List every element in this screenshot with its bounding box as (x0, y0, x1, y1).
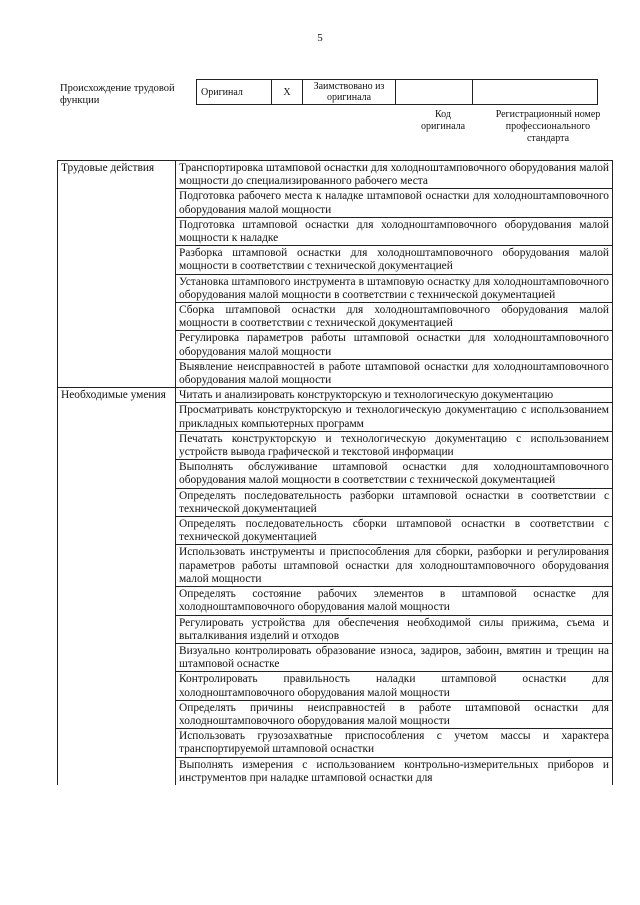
table-row (58, 388, 613, 403)
skill-item: Регулировать устройства для обеспечения необходимой силы прижима, съема и выталкивания изделий и отходов (176, 615, 613, 643)
labor-action-item: Разборка штамповой оснастки для холодноштамповочного оборудования малой мощности в соответствии с технической документацией (176, 246, 613, 274)
skill-item: Использовать инструменты и приспособления для сборки, разборки и регулирования параметров работы штамповой оснастки для холодноштамповочного оборудования малой мощности (176, 545, 613, 587)
skill-item: Выполнять обслуживание штамповой оснастки для холодноштамповочного оборудования малой мощности в соответствии с технической документацией (176, 460, 613, 488)
skill-item: Просматривать конструкторскую и технологическую документацию с использованием прикладных компьютерных программ (176, 403, 613, 431)
function-table-body (58, 161, 613, 785)
skill-item: Определять последовательность сборки штамповой оснастки в соответствии с технической документацией (176, 517, 613, 545)
labor-action-item: Транспортировка штамповой оснастки для холодноштамповочного оборудования малой мощности до специализированного рабочего места (176, 161, 613, 189)
page-number: 5 (317, 32, 323, 44)
original-mark: X (272, 80, 303, 105)
skill-label: Необходимые умения (58, 388, 176, 785)
labor-action-item: Выявление неисправностей в работе штамповой оснастки для холодноштамповочного оборудования малой мощности (176, 359, 613, 387)
function-table (57, 160, 613, 785)
code-original-label: Код оригинала (420, 109, 466, 132)
original-cell: Оригинал (197, 80, 272, 105)
skill-item: Определять состояние рабочих элементов в штамповой оснастке для холодноштамповочного оборудования малой мощности (176, 587, 613, 615)
skill-item: Использовать грузозахватные приспособления с учетом массы и характера транспортируемой штамповой оснастки (176, 729, 613, 757)
labor-action-label: Трудовые действия (58, 161, 176, 388)
skill-item: Выполнять измерения с использованием контрольно-измерительных приборов и инструментов при наладке штамповой оснастки для (176, 757, 613, 785)
labor-action-item: Подготовка рабочего места к наладке штамповой оснастки для холодноштамповочного оборудования малой мощности (176, 189, 613, 217)
table-row (58, 161, 613, 189)
skill-item: Визуально контролировать образование износа, задиров, забоин, вмятин и трещин на штамповой оснастке (176, 643, 613, 671)
skill-item: Определять причины неисправностей в работе штамповой оснастки для холодноштамповочного оборудования малой мощности (176, 700, 613, 728)
reg-number-label: Регистрационный номер профессионального стандарта (495, 109, 601, 144)
skill-item: Печатать конструкторскую и технологическую документацию с использованием устройств вывода графической и текстовой информации (176, 431, 613, 459)
reg-number-cell (473, 80, 598, 105)
skill-item: Определять последовательность разборки штамповой оснастки в соответствии с технической документацией (176, 488, 613, 516)
code-cell (396, 80, 473, 105)
borrowed-cell: Заимствовано из оригинала (303, 80, 396, 105)
labor-action-item: Подготовка штамповой оснастки для холодноштамповочного оборудования малой мощности к наладке (176, 217, 613, 245)
origin-label: Происхождение трудовой функции (60, 83, 175, 106)
labor-action-item: Установка штампового инструмента в штамповую оснастку для холодноштамповочного оборудования малой мощности в соответствии с технической документацией (176, 274, 613, 302)
origin-table (196, 79, 598, 105)
skill-item: Контролировать правильность наладки штамповой оснастки для холодноштамповочного оборудования малой мощности (176, 672, 613, 700)
skill-item: Читать и анализировать конструкторскую и технологическую документацию (176, 388, 613, 403)
labor-action-item: Сборка штамповой оснастки для холодноштамповочного оборудования малой мощности в соответствии с технической документацией (176, 303, 613, 331)
labor-action-item: Регулировка параметров работы штамповой оснастки для холодноштамповочного оборудования малой мощности (176, 331, 613, 359)
